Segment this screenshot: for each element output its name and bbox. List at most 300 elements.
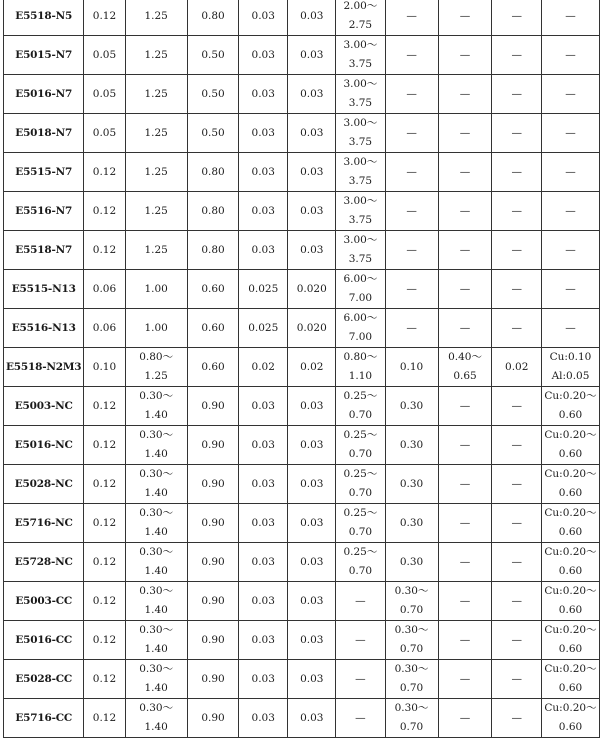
cell-line: 0.65 [453, 370, 477, 382]
cell-s: 0.03 [288, 75, 336, 114]
cell-line: 0.60 [558, 604, 583, 616]
cell-model: E5518-N5 [4, 0, 84, 36]
cell-p: 0.025 [239, 270, 288, 309]
cell-v: — [492, 309, 542, 348]
cell-v: — [492, 699, 542, 738]
cell-ni: — [336, 699, 385, 738]
cell-ni [336, 504, 385, 543]
cell-line: 0.30～ [139, 546, 174, 558]
cell-line: Cu:0.20～ [544, 468, 597, 480]
cell-mn [125, 426, 187, 465]
cell-other [541, 660, 599, 699]
table-row [4, 621, 600, 660]
cell-mo: — [438, 426, 492, 465]
cell-v: — [492, 465, 542, 504]
cell-line: 1.40 [144, 604, 168, 616]
cell-mo: — [438, 465, 492, 504]
cell-line: 0.30～ [139, 507, 174, 519]
cell-model: E5728-NC [4, 543, 84, 582]
cell-other: — [541, 36, 599, 75]
cell-mn: 1.25 [125, 114, 187, 153]
cell-mn [125, 348, 187, 387]
cell-line: 3.00～ [343, 234, 378, 246]
cell-mo: — [438, 153, 492, 192]
cell-mn: 1.25 [125, 36, 187, 75]
table-row [4, 426, 600, 465]
cell-line: 3.00～ [343, 39, 378, 51]
cell-si: 0.90 [187, 699, 238, 738]
cell-line: 0.60 [558, 409, 583, 421]
cell-mo: — [438, 387, 492, 426]
cell-cr: — [385, 114, 438, 153]
table-row [4, 75, 600, 114]
cell-line: Cu:0.20～ [544, 663, 597, 675]
cell-other [541, 465, 599, 504]
cell-si: 0.90 [187, 621, 238, 660]
cell-mo: — [438, 504, 492, 543]
cell-si: 0.80 [187, 153, 238, 192]
cell-line: 0.60 [558, 721, 583, 733]
cell-mo: — [438, 231, 492, 270]
cell-ni [336, 465, 385, 504]
cell-c: 0.10 [84, 348, 125, 387]
cell-line: 6.00～ [343, 312, 378, 324]
cell-line: 0.70 [348, 409, 373, 421]
cell-p: 0.03 [239, 75, 288, 114]
cell-other [541, 426, 599, 465]
cell-s: 0.03 [288, 504, 336, 543]
cell-p: 0.02 [239, 348, 288, 387]
cell-line: 0.30～ [139, 702, 174, 714]
cell-model: E5016-CC [4, 621, 84, 660]
cell-v: — [492, 36, 542, 75]
cell-mn: 1.25 [125, 153, 187, 192]
cell-model: E5716-NC [4, 504, 84, 543]
table-body [4, 0, 600, 738]
cell-si: 0.80 [187, 231, 238, 270]
cell-cr: — [385, 270, 438, 309]
cell-p: 0.03 [239, 231, 288, 270]
cell-s: 0.03 [288, 465, 336, 504]
table-row [4, 504, 600, 543]
cell-line: 0.25～ [343, 468, 378, 480]
cell-line: 0.60 [558, 643, 583, 655]
cell-v: — [492, 75, 542, 114]
cell-v: — [492, 582, 542, 621]
cell-line: 0.70 [348, 565, 373, 577]
cell-line: 3.75 [348, 253, 373, 265]
cell-cr: 0.30 [385, 504, 438, 543]
cell-c: 0.12 [84, 465, 125, 504]
cell-model: E5003-NC [4, 387, 84, 426]
table-row [4, 192, 600, 231]
table-row [4, 582, 600, 621]
cell-mo: — [438, 660, 492, 699]
table-row [4, 309, 600, 348]
cell-line: 0.60 [558, 526, 583, 538]
cell-mo: — [438, 309, 492, 348]
cell-s: 0.03 [288, 192, 336, 231]
cell-line: 0.40～ [448, 351, 482, 363]
cell-line: 0.30～ [394, 702, 429, 714]
cell-mo: — [438, 270, 492, 309]
cell-line: 3.00～ [343, 78, 378, 90]
cell-line: 0.60 [558, 682, 583, 694]
cell-si: 0.80 [187, 0, 238, 36]
cell-model: E5003-CC [4, 582, 84, 621]
cell-v: — [492, 153, 542, 192]
cell-other: — [541, 153, 599, 192]
table-row [4, 543, 600, 582]
cell-ni [336, 309, 385, 348]
cell-other: — [541, 114, 599, 153]
cell-p: 0.03 [239, 0, 288, 36]
table-row [4, 699, 600, 738]
cell-v: — [492, 426, 542, 465]
cell-s: 0.03 [288, 387, 336, 426]
cell-other: — [541, 309, 599, 348]
cell-s: 0.03 [288, 114, 336, 153]
cell-mn [125, 621, 187, 660]
cell-other [541, 699, 599, 738]
table-row [4, 348, 600, 387]
cell-ni [336, 543, 385, 582]
cell-line: 0.70 [399, 604, 424, 616]
cell-p: 0.03 [239, 543, 288, 582]
cell-p: 0.03 [239, 699, 288, 738]
cell-other: — [541, 231, 599, 270]
cell-s: 0.020 [288, 270, 336, 309]
cell-c: 0.12 [84, 0, 125, 36]
cell-ni: — [336, 582, 385, 621]
cell-line: 0.25～ [343, 507, 378, 519]
cell-cr: 0.30 [385, 465, 438, 504]
cell-cr: — [385, 36, 438, 75]
cell-line: 3.75 [348, 58, 373, 70]
cell-mo [438, 348, 492, 387]
cell-mn [125, 660, 187, 699]
cell-line: Cu:0.20～ [544, 546, 597, 558]
table-row [4, 153, 600, 192]
cell-line: 3.00～ [343, 195, 378, 207]
cell-cr: — [385, 231, 438, 270]
cell-line: 7.00 [348, 292, 373, 304]
cell-line: 0.80～ [139, 351, 174, 363]
cell-p: 0.03 [239, 153, 288, 192]
cell-ni [336, 426, 385, 465]
cell-line: 0.30～ [394, 663, 429, 675]
cell-ni [336, 387, 385, 426]
cell-ni [336, 348, 385, 387]
cell-line: 0.70 [348, 526, 373, 538]
cell-si: 0.90 [187, 504, 238, 543]
cell-cr: — [385, 75, 438, 114]
cell-mo: — [438, 621, 492, 660]
cell-line: 0.70 [348, 487, 373, 499]
cell-line: 0.30～ [394, 585, 429, 597]
cell-v: — [492, 504, 542, 543]
cell-line: 7.00 [348, 331, 373, 343]
cell-s: 0.03 [288, 36, 336, 75]
cell-c: 0.12 [84, 582, 125, 621]
cell-other [541, 348, 599, 387]
table-row [4, 270, 600, 309]
cell-si: 0.60 [187, 348, 238, 387]
cell-v: — [492, 543, 542, 582]
cell-mo: — [438, 192, 492, 231]
table-row [4, 0, 600, 36]
cell-other: — [541, 0, 599, 36]
cell-model: E5028-CC [4, 660, 84, 699]
cell-cr: 0.10 [385, 348, 438, 387]
cell-c: 0.12 [84, 504, 125, 543]
cell-other: — [541, 270, 599, 309]
cell-ni [336, 75, 385, 114]
cell-mn: 1.25 [125, 75, 187, 114]
cell-ni [336, 231, 385, 270]
cell-line: 0.30～ [139, 624, 174, 636]
cell-c: 0.05 [84, 114, 125, 153]
cell-line: 0.30～ [139, 390, 174, 402]
cell-ni [336, 153, 385, 192]
cell-other [541, 387, 599, 426]
cell-model: E5018-N7 [4, 114, 84, 153]
cell-line: 0.70 [399, 643, 424, 655]
cell-v: — [492, 270, 542, 309]
cell-model: E5515-N13 [4, 270, 84, 309]
cell-s: 0.03 [288, 543, 336, 582]
cell-line: Cu:0.20～ [544, 702, 597, 714]
cell-v: — [492, 114, 542, 153]
cell-line: 0.30～ [139, 585, 174, 597]
cell-mn: 1.25 [125, 0, 187, 36]
cell-line: 3.75 [348, 175, 373, 187]
cell-line: 1.10 [348, 370, 373, 382]
cell-ni [336, 114, 385, 153]
cell-s: 0.03 [288, 153, 336, 192]
cell-c: 0.12 [84, 621, 125, 660]
table-row [4, 231, 600, 270]
table-row [4, 387, 600, 426]
cell-other [541, 621, 599, 660]
cell-cr [385, 582, 438, 621]
cell-mo: — [438, 0, 492, 36]
cell-c: 0.12 [84, 192, 125, 231]
cell-p: 0.03 [239, 582, 288, 621]
cell-v: — [492, 231, 542, 270]
cell-other [541, 582, 599, 621]
cell-p: 0.03 [239, 504, 288, 543]
cell-cr: 0.30 [385, 543, 438, 582]
cell-model: E5516-N7 [4, 192, 84, 231]
cell-mo: — [438, 114, 492, 153]
cell-model: E5716-CC [4, 699, 84, 738]
cell-line: Cu:0.20～ [544, 429, 597, 441]
cell-line: Cu:0.20～ [544, 585, 597, 597]
cell-si: 0.90 [187, 426, 238, 465]
cell-cr [385, 699, 438, 738]
cell-c: 0.06 [84, 309, 125, 348]
cell-p: 0.03 [239, 114, 288, 153]
cell-line: 3.75 [348, 214, 373, 226]
cell-line: 0.30～ [139, 429, 174, 441]
cell-line: 3.00～ [343, 117, 378, 129]
cell-line: 0.60 [558, 565, 583, 577]
cell-line: 1.25 [144, 370, 168, 382]
cell-s: 0.02 [288, 348, 336, 387]
cell-si: 0.90 [187, 387, 238, 426]
cell-line: 0.60 [558, 487, 583, 499]
cell-cr: — [385, 0, 438, 36]
cell-s: 0.03 [288, 621, 336, 660]
cell-v: 0.02 [492, 348, 542, 387]
cell-line: 3.75 [348, 97, 373, 109]
cell-p: 0.03 [239, 621, 288, 660]
cell-p: 0.025 [239, 309, 288, 348]
cell-v: — [492, 621, 542, 660]
cell-line: 3.75 [348, 136, 373, 148]
cell-ni [336, 36, 385, 75]
cell-model: E5518-N7 [4, 231, 84, 270]
cell-cr: 0.30 [385, 426, 438, 465]
cell-c: 0.12 [84, 231, 125, 270]
cell-line: 0.25～ [343, 390, 378, 402]
cell-mn: 1.25 [125, 231, 187, 270]
cell-line: 0.70 [399, 721, 424, 733]
cell-line: 0.70 [348, 448, 373, 460]
cell-s: 0.03 [288, 0, 336, 36]
cell-p: 0.03 [239, 660, 288, 699]
cell-line: 0.30～ [139, 468, 174, 480]
cell-mo: — [438, 699, 492, 738]
cell-si: 0.90 [187, 582, 238, 621]
cell-model: E5016-NC [4, 426, 84, 465]
cell-line: 0.25～ [343, 429, 378, 441]
cell-mn [125, 582, 187, 621]
cell-mn: 1.00 [125, 270, 187, 309]
cell-cr [385, 660, 438, 699]
cell-si: 0.60 [187, 270, 238, 309]
cell-model: E5516-N13 [4, 309, 84, 348]
cell-cr: — [385, 153, 438, 192]
cell-line: 1.40 [144, 682, 168, 694]
cell-s: 0.03 [288, 426, 336, 465]
chemical-composition-table [3, 0, 600, 738]
cell-c: 0.12 [84, 153, 125, 192]
cell-mn [125, 543, 187, 582]
cell-c: 0.05 [84, 75, 125, 114]
cell-p: 0.03 [239, 36, 288, 75]
cell-line: 0.30～ [394, 624, 429, 636]
cell-model: E5518-N2M3 [4, 348, 84, 387]
cell-si: 0.90 [187, 660, 238, 699]
cell-line: 2.75 [348, 19, 373, 31]
cell-s: 0.03 [288, 699, 336, 738]
cell-line: 0.80～ [343, 351, 378, 363]
cell-ni [336, 270, 385, 309]
cell-c: 0.05 [84, 36, 125, 75]
cell-line: Cu:0.10 [549, 351, 592, 363]
cell-c: 0.06 [84, 270, 125, 309]
cell-ni [336, 192, 385, 231]
cell-mo: — [438, 36, 492, 75]
cell-model: E5015-N7 [4, 36, 84, 75]
cell-mn [125, 387, 187, 426]
table-row [4, 114, 600, 153]
cell-si: 0.90 [187, 465, 238, 504]
cell-other [541, 543, 599, 582]
cell-v: — [492, 192, 542, 231]
cell-cr [385, 621, 438, 660]
cell-cr: — [385, 309, 438, 348]
cell-other [541, 504, 599, 543]
table-row [4, 36, 600, 75]
cell-line: Cu:0.20～ [544, 624, 597, 636]
table-row [4, 660, 600, 699]
cell-line: 1.40 [144, 448, 168, 460]
cell-si: 0.60 [187, 309, 238, 348]
cell-line: 0.60 [558, 448, 583, 460]
cell-mn: 1.00 [125, 309, 187, 348]
cell-si: 0.50 [187, 75, 238, 114]
cell-line: 1.40 [144, 409, 168, 421]
cell-mo: — [438, 75, 492, 114]
cell-ni: — [336, 621, 385, 660]
cell-line: 2.00～ [343, 0, 378, 12]
cell-model: E5016-N7 [4, 75, 84, 114]
cell-s: 0.020 [288, 309, 336, 348]
cell-ni [336, 0, 385, 36]
cell-p: 0.03 [239, 426, 288, 465]
cell-mn: 1.25 [125, 192, 187, 231]
cell-c: 0.12 [84, 387, 125, 426]
cell-p: 0.03 [239, 465, 288, 504]
cell-mn [125, 465, 187, 504]
cell-line: Al:0.05 [551, 370, 590, 382]
cell-model: E5028-NC [4, 465, 84, 504]
composition-table-wrapper [3, 0, 600, 738]
cell-line: Cu:0.20～ [544, 507, 597, 519]
cell-mn [125, 504, 187, 543]
cell-other: — [541, 75, 599, 114]
cell-cr: 0.30 [385, 387, 438, 426]
cell-line: 1.40 [144, 643, 168, 655]
cell-si: 0.50 [187, 114, 238, 153]
cell-s: 0.03 [288, 582, 336, 621]
cell-mo: — [438, 543, 492, 582]
cell-model: E5515-N7 [4, 153, 84, 192]
cell-line: 6.00～ [343, 273, 378, 285]
cell-mo: — [438, 582, 492, 621]
cell-si: 0.50 [187, 36, 238, 75]
cell-line: 0.70 [399, 682, 424, 694]
cell-c: 0.12 [84, 543, 125, 582]
cell-line: 1.40 [144, 565, 168, 577]
cell-p: 0.03 [239, 387, 288, 426]
cell-p: 0.03 [239, 192, 288, 231]
cell-si: 0.80 [187, 192, 238, 231]
cell-c: 0.12 [84, 426, 125, 465]
cell-mn [125, 699, 187, 738]
cell-line: 1.40 [144, 487, 168, 499]
cell-line: 0.25～ [343, 546, 378, 558]
cell-s: 0.03 [288, 660, 336, 699]
cell-line: 3.00～ [343, 156, 378, 168]
cell-line: Cu:0.20～ [544, 390, 597, 402]
table-row [4, 465, 600, 504]
cell-s: 0.03 [288, 231, 336, 270]
cell-line: 1.40 [144, 526, 168, 538]
